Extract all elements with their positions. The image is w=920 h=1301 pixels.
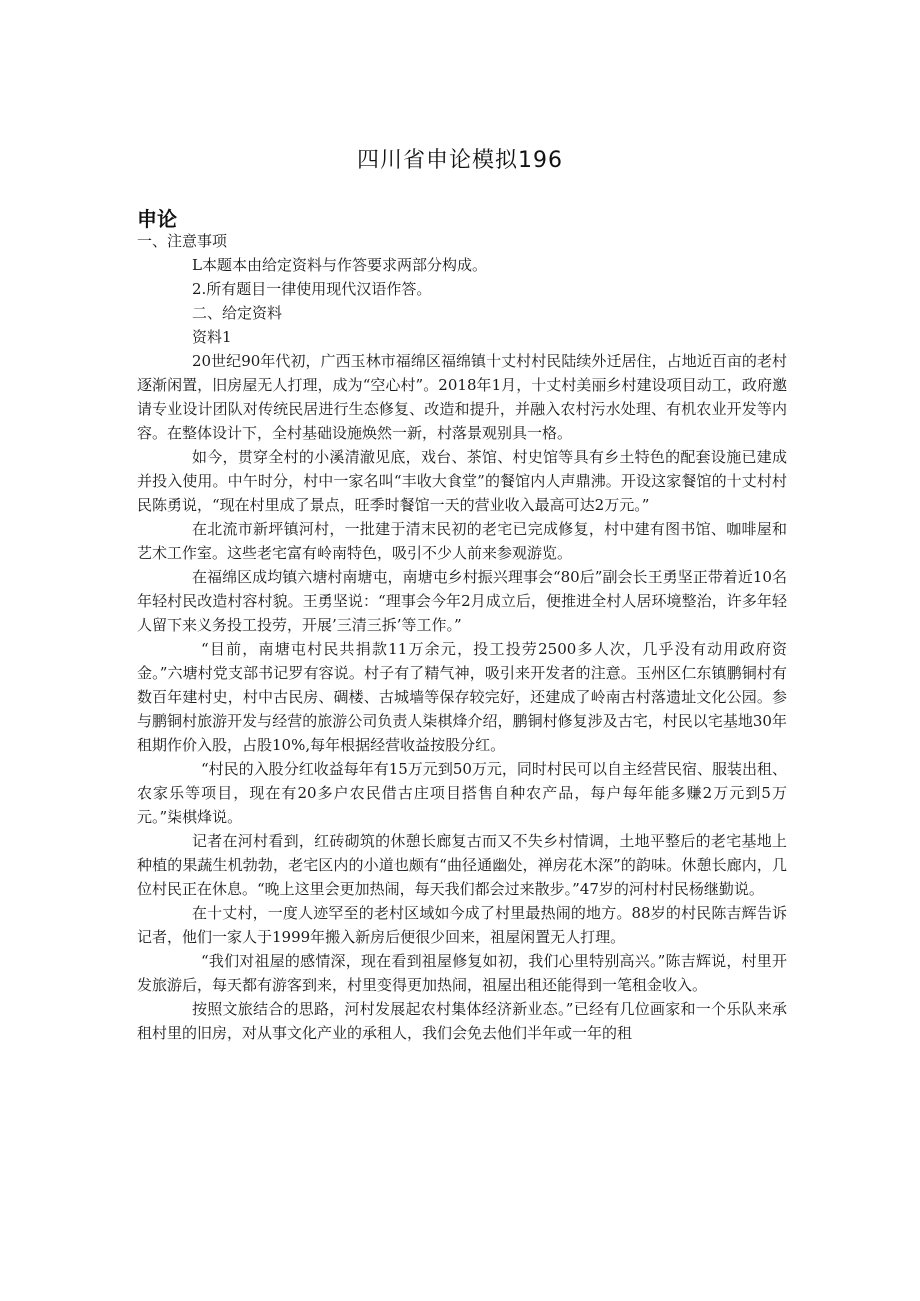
paragraph: 按照文旅结合的思路，河村发展起农村集体经济新业态。”已经有几位画家和一个乐队来承租村里的旧房，对从事文化产业的承租人，我们会免去他们半年或一年的租 — [137, 1000, 787, 1042]
note-item-2: 2.所有题目一律使用现代汉语作答。 — [192, 280, 432, 298]
paragraph: 在十丈村，一度人迹罕至的老村区域如今成了村里最热闹的地方。88岁的村民陈吉辉告诉记者，他们一家人于1999年搬入新房后便很少回来，祖屋闲置无人打理。 — [137, 904, 787, 946]
paragraph: 如今，贯穿全村的小溪清澈见底，戏台、茶馆、村史馆等具有乡土特色的配套设施已建成并投入使用。中午时分，村中一家名叫“丰收大食堂”的餐馆内人声鼎沸。开设这家餐馆的十丈村村民陈勇说，“现在村里成了景点，旺季时餐馆一天的营业收入最高可达2万元。” — [137, 448, 787, 514]
paragraph: 在福绵区成均镇六塘村南塘屯，南塘屯乡村振兴理事会“80后”副会长王勇坚正带着近10名年轻村民改造村容村貌。王勇坚说：“理事会今年2月成立后，便推进全村人居环境整治，许多年轻人留下来义务投工投劳，开展’三清三拆’等工作。” — [137, 568, 787, 634]
paragraph: 在北流市新坪镇河村，一批建于清末民初的老宅已完成修复，村中建有图书馆、咖啡屋和艺术工作室。这些老宅富有岭南特色，吸引不少人前来参观游览。 — [137, 520, 787, 562]
materials-heading: 二、给定资料 — [192, 304, 283, 322]
section-heading: 申论 — [137, 207, 177, 231]
paragraph: 记者在河村看到，红砖砌筑的休憩长廊复古而又不失乡村情调，土地平整后的老宅基地上种植的果蔬生机勃勃，老宅区内的小道也颇有“曲径通幽处，禅房花木深”的韵味。休憩长廊内，几位村民正在休息。“晚上这里会更加热闹，每天我们都会过来散步。”47岁的河村村民杨继勤说。 — [137, 832, 787, 898]
paragraph: 20世纪90年代初，广西玉林市福绵区福绵镇十丈村村民陆续外迁居住，占地近百亩的老村逐渐闲置，旧房屋无人打理，成为“空心村”。2018年1月，十丈村美丽乡村建设项目动工，政府邀请专业设计团队对传统民居进行生态修复、改造和提升，并融入农村污水处理、有机农业开发等内容。在整体设计下，全村基础设施焕然一新，村落景观别具一格。 — [137, 352, 787, 442]
paragraph: “我们对祖屋的感情深，现在看到祖屋修复如初，我们心里特别高兴。”陈吉辉说，村里开发旅游后，每天都有游客到来，村里变得更加热闹，祖屋出租还能得到一笔租金收入。 — [137, 952, 787, 994]
material-label: 资料1 — [192, 328, 232, 346]
note-item-1: L本题本由给定资料与作答要求两部分构成。 — [192, 256, 487, 274]
notes-heading: 一、注意事项 — [137, 232, 228, 250]
document-body — [137, 229, 787, 1045]
document-title: 四川省申论模拟196 — [357, 148, 563, 173]
paragraph: “村民的入股分红收益每年有15万元到50万元，同时村民可以自主经营民宿、服装出租、农家乐等项目，现在有20多户农民借古庄项目搭售自种农产品，每户每年能多赚2万元到5万元。”柒棋烽说。 — [137, 760, 787, 826]
paragraph: “目前，南塘屯村民共捐款11万余元，投工投劳2500多人次，几乎没有动用政府资金。”六塘村党支部书记罗有容说。村子有了精气神，吸引来开发者的注意。玉州区仁东镇鹏铜村有数百年建村史，村中古民房、碉楼、古城墙等保存较完好，还建成了岭南古村落遗址文化公园。参与鹏铜村旅游开发与经营的旅游公司负责人柒棋烽介绍，鹏铜村修复涉及古宅，村民以宅基地30年租期作价入股，占股10%,每年根据经营收益按股分红。 — [137, 640, 787, 754]
